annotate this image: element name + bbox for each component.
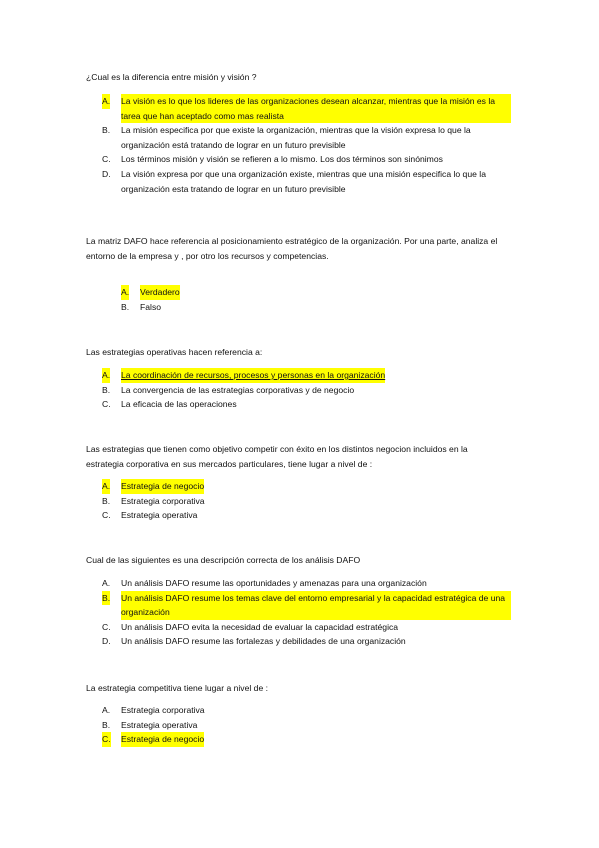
option-q5-b bbox=[102, 591, 511, 620]
option-q2-b bbox=[121, 300, 340, 315]
option-letter: B. bbox=[102, 591, 110, 606]
option-letter: A. bbox=[102, 479, 110, 494]
option-letter: B. bbox=[102, 125, 111, 136]
option-text: La eficacia de las operaciones bbox=[121, 399, 237, 410]
option-q1-d bbox=[102, 167, 511, 196]
option-q3-b bbox=[102, 383, 511, 398]
option-q1-a bbox=[102, 94, 511, 123]
question-5: Cual de las siguientes es una descripción correcta de los análisis DAFO bbox=[86, 555, 361, 565]
option-q5-d bbox=[102, 634, 511, 649]
options-q2 bbox=[121, 285, 340, 314]
option-text: Los términos misión y visión se refieren a lo mismo. Los dos términos son sinónimos bbox=[121, 154, 443, 165]
option-letter: C. bbox=[102, 510, 111, 521]
option-text: Estrategia operativa bbox=[121, 510, 198, 521]
options-q6 bbox=[102, 703, 511, 747]
option-q6-b bbox=[102, 718, 511, 733]
option-text: Estrategia corporativa bbox=[121, 705, 205, 715]
option-text: Verdadero bbox=[140, 285, 180, 300]
option-q1-b bbox=[102, 123, 511, 152]
option-letter: C. bbox=[102, 732, 111, 747]
option-text: Estrategia de negocio bbox=[121, 479, 204, 494]
option-q1-c bbox=[102, 152, 511, 167]
option-letter: D. bbox=[102, 636, 111, 647]
option-q4-c bbox=[102, 508, 511, 523]
option-q6-a bbox=[102, 703, 511, 718]
option-letter: C. bbox=[102, 621, 111, 632]
option-text: Un análisis DAFO resume las fortalezas y debilidades de una organización bbox=[121, 636, 406, 647]
option-letter: A. bbox=[102, 705, 111, 715]
option-letter: B. bbox=[102, 719, 111, 730]
option-q4-a bbox=[102, 479, 205, 494]
question-6: La estrategia competitiva tiene lugar a nivel de : bbox=[86, 683, 269, 693]
option-text: Un análisis DAFO evita la necesidad de evaluar la capacidad estratégica bbox=[121, 621, 399, 632]
question-3: Las estrategias operativas hacen referencia a: bbox=[86, 347, 263, 357]
options-q4 bbox=[102, 479, 511, 523]
options-q3 bbox=[102, 368, 511, 412]
option-q6-c bbox=[102, 732, 205, 747]
option-text: Un análisis DAFO resume las oportunidades y amenazas para una organización bbox=[121, 578, 427, 588]
question-2: La matriz DAFO hace referencia al posicionamiento estratégico de la organización. Por una parte, analiza el entorno de la empresa y , por otro los recursos y competencias. bbox=[86, 236, 498, 261]
option-text: Falso bbox=[140, 301, 162, 312]
option-q5-c bbox=[102, 620, 511, 635]
option-text: Un análisis DAFO resume los temas clave del entorno empresarial y la capacidad estratégica de una organización bbox=[121, 591, 511, 620]
question-1: ¿Cual es la diferencia entre misión y visión ? bbox=[86, 72, 257, 82]
option-letter: B. bbox=[102, 384, 111, 395]
option-text: Estrategia operativa bbox=[121, 719, 198, 730]
option-q2-a bbox=[121, 285, 180, 300]
option-q4-b bbox=[102, 494, 511, 509]
option-text: La convergencia de las estrategias corporativas y de negocio bbox=[121, 384, 355, 395]
question-4: Las estrategias que tienen como objetivo competir con éxito en los distintos negocion incluidos en la estrategia corporativa en sus mercados particulares, tiene lugar a nivel de : bbox=[86, 444, 468, 469]
option-q3-a bbox=[102, 368, 386, 383]
option-q3-c bbox=[102, 397, 511, 412]
option-text: Estrategia corporativa bbox=[121, 495, 205, 506]
option-letter: A. bbox=[102, 368, 110, 383]
option-letter: C. bbox=[102, 399, 111, 410]
options-q5 bbox=[102, 576, 511, 649]
option-text: Estrategia de negocio bbox=[121, 732, 204, 747]
option-letter: C. bbox=[102, 154, 111, 165]
option-letter: A. bbox=[121, 285, 129, 300]
option-letter: D. bbox=[102, 168, 111, 179]
option-text: La visión expresa por que una organización existe, mientras que una misión especifica lo que la organización esta tratando de lograr en un futuro previsible bbox=[121, 168, 486, 194]
option-letter: A. bbox=[102, 94, 110, 109]
option-text: La misión especifica por que existe la organización, mientras que la visión expresa lo que la organización está tratando de lograr en un futuro previsible bbox=[121, 125, 471, 150]
option-text: La coordinación de recursos, procesos y personas en la organización bbox=[121, 368, 385, 383]
option-text: La visión es lo que los lideres de las organizaciones desean alcanzar, mientras que la misión es la tarea que han aceptado como mas realista bbox=[121, 94, 511, 123]
options-q1 bbox=[102, 94, 511, 196]
option-letter: B. bbox=[121, 301, 130, 312]
option-letter: B. bbox=[102, 495, 111, 506]
option-q5-a bbox=[102, 576, 511, 591]
option-letter: A. bbox=[102, 578, 111, 588]
